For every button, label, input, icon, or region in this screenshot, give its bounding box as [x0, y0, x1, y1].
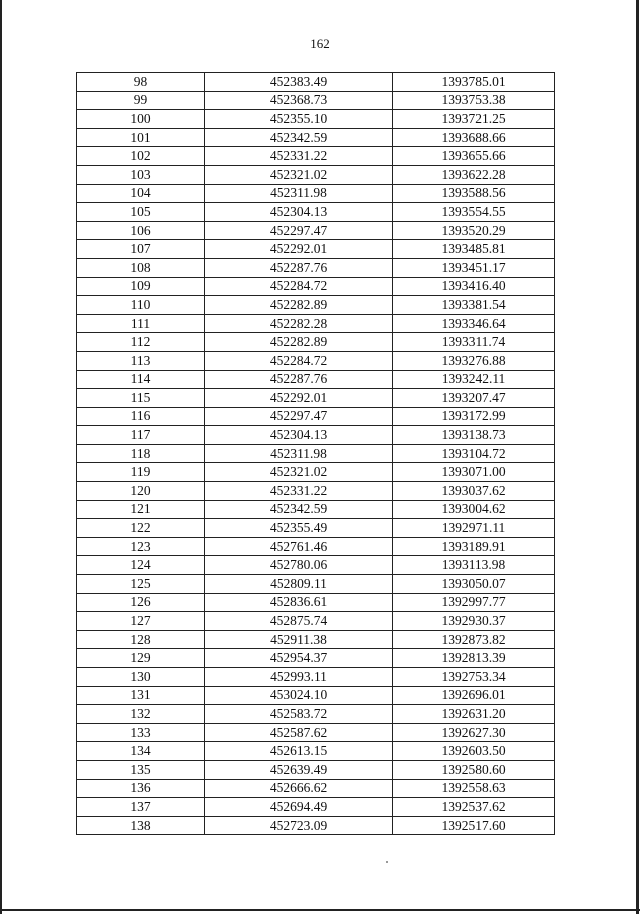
x-coordinate-cell: 452287.76	[205, 258, 393, 277]
point-number-cell: 106	[77, 221, 205, 240]
point-number-cell: 100	[77, 110, 205, 129]
table-row	[77, 407, 555, 426]
point-number-cell: 109	[77, 277, 205, 296]
y-coordinate-cell: 1393104.72	[393, 444, 555, 463]
y-coordinate-cell: 1393346.64	[393, 314, 555, 333]
x-coordinate-cell: 452297.47	[205, 407, 393, 426]
table-row	[77, 593, 555, 612]
x-coordinate-cell: 452304.13	[205, 203, 393, 222]
table-row	[77, 128, 555, 147]
point-number-cell: 110	[77, 296, 205, 315]
y-coordinate-cell: 1393451.17	[393, 258, 555, 277]
x-coordinate-cell: 452723.09	[205, 816, 393, 835]
y-coordinate-cell: 1393311.74	[393, 333, 555, 352]
point-number-cell: 99	[77, 91, 205, 110]
table-row	[77, 612, 555, 631]
y-coordinate-cell: 1393207.47	[393, 389, 555, 408]
point-number-cell: 108	[77, 258, 205, 277]
x-coordinate-cell: 452342.59	[205, 500, 393, 519]
x-coordinate-cell: 452282.89	[205, 296, 393, 315]
x-coordinate-cell: 452321.02	[205, 463, 393, 482]
x-coordinate-cell: 452587.62	[205, 723, 393, 742]
table-row	[77, 649, 555, 668]
scan-border-bottom	[0, 909, 640, 911]
x-coordinate-cell: 452292.01	[205, 389, 393, 408]
x-coordinate-cell: 452583.72	[205, 705, 393, 724]
point-number-cell: 107	[77, 240, 205, 259]
y-coordinate-cell: 1392997.77	[393, 593, 555, 612]
x-coordinate-cell: 452321.02	[205, 165, 393, 184]
y-coordinate-cell: 1393172.99	[393, 407, 555, 426]
x-coordinate-cell: 452355.49	[205, 519, 393, 538]
point-number-cell: 128	[77, 630, 205, 649]
point-number-cell: 115	[77, 389, 205, 408]
table-row	[77, 91, 555, 110]
x-coordinate-cell: 452297.47	[205, 221, 393, 240]
x-coordinate-cell: 452954.37	[205, 649, 393, 668]
table-row	[77, 630, 555, 649]
table-row	[77, 147, 555, 166]
coordinates-table-body	[77, 73, 555, 835]
x-coordinate-cell: 452304.13	[205, 426, 393, 445]
x-coordinate-cell: 452282.89	[205, 333, 393, 352]
scan-speck	[386, 861, 388, 863]
x-coordinate-cell: 452836.61	[205, 593, 393, 612]
point-number-cell: 114	[77, 370, 205, 389]
table-row	[77, 798, 555, 817]
x-coordinate-cell: 452761.46	[205, 537, 393, 556]
x-coordinate-cell: 452284.72	[205, 277, 393, 296]
point-number-cell: 117	[77, 426, 205, 445]
y-coordinate-cell: 1392517.60	[393, 816, 555, 835]
x-coordinate-cell: 452311.98	[205, 444, 393, 463]
y-coordinate-cell: 1393381.54	[393, 296, 555, 315]
x-coordinate-cell: 452911.38	[205, 630, 393, 649]
point-number-cell: 121	[77, 500, 205, 519]
y-coordinate-cell: 1393721.25	[393, 110, 555, 129]
y-coordinate-cell: 1392627.30	[393, 723, 555, 742]
table-row	[77, 333, 555, 352]
x-coordinate-cell: 452355.10	[205, 110, 393, 129]
point-number-cell: 124	[77, 556, 205, 575]
y-coordinate-cell: 1392537.62	[393, 798, 555, 817]
y-coordinate-cell: 1392558.63	[393, 779, 555, 798]
table-row	[77, 203, 555, 222]
point-number-cell: 103	[77, 165, 205, 184]
table-row	[77, 500, 555, 519]
x-coordinate-cell: 452287.76	[205, 370, 393, 389]
x-coordinate-cell: 453024.10	[205, 686, 393, 705]
y-coordinate-cell: 1393520.29	[393, 221, 555, 240]
point-number-cell: 127	[77, 612, 205, 631]
table-row	[77, 184, 555, 203]
x-coordinate-cell: 452383.49	[205, 73, 393, 92]
x-coordinate-cell: 452311.98	[205, 184, 393, 203]
table-row	[77, 556, 555, 575]
table-row	[77, 519, 555, 538]
y-coordinate-cell: 1392580.60	[393, 760, 555, 779]
y-coordinate-cell: 1393113.98	[393, 556, 555, 575]
x-coordinate-cell: 452780.06	[205, 556, 393, 575]
point-number-cell: 104	[77, 184, 205, 203]
table-row	[77, 258, 555, 277]
y-coordinate-cell: 1393276.88	[393, 351, 555, 370]
point-number-cell: 135	[77, 760, 205, 779]
point-number-cell: 101	[77, 128, 205, 147]
point-number-cell: 105	[77, 203, 205, 222]
y-coordinate-cell: 1393554.55	[393, 203, 555, 222]
y-coordinate-cell: 1393785.01	[393, 73, 555, 92]
table-row	[77, 314, 555, 333]
x-coordinate-cell: 452282.28	[205, 314, 393, 333]
y-coordinate-cell: 1392873.82	[393, 630, 555, 649]
table-row	[77, 668, 555, 687]
table-row	[77, 705, 555, 724]
y-coordinate-cell: 1393050.07	[393, 575, 555, 594]
scan-border-right	[636, 0, 639, 914]
point-number-cell: 130	[77, 668, 205, 687]
table-row	[77, 537, 555, 556]
y-coordinate-cell: 1393189.91	[393, 537, 555, 556]
x-coordinate-cell: 452368.73	[205, 91, 393, 110]
table-row	[77, 351, 555, 370]
y-coordinate-cell: 1392603.50	[393, 742, 555, 761]
x-coordinate-cell: 452613.15	[205, 742, 393, 761]
table-row	[77, 463, 555, 482]
y-coordinate-cell: 1393416.40	[393, 277, 555, 296]
table-row	[77, 816, 555, 835]
point-number-cell: 129	[77, 649, 205, 668]
y-coordinate-cell: 1393622.28	[393, 165, 555, 184]
point-number-cell: 102	[77, 147, 205, 166]
table-row	[77, 575, 555, 594]
table-row	[77, 277, 555, 296]
x-coordinate-cell: 452875.74	[205, 612, 393, 631]
y-coordinate-cell: 1392813.39	[393, 649, 555, 668]
table-row	[77, 723, 555, 742]
x-coordinate-cell: 452342.59	[205, 128, 393, 147]
table-row	[77, 370, 555, 389]
point-number-cell: 137	[77, 798, 205, 817]
page-number: 162	[310, 36, 330, 51]
x-coordinate-cell: 452284.72	[205, 351, 393, 370]
y-coordinate-cell: 1392631.20	[393, 705, 555, 724]
point-number-cell: 131	[77, 686, 205, 705]
point-number-cell: 136	[77, 779, 205, 798]
y-coordinate-cell: 1393588.56	[393, 184, 555, 203]
point-number-cell: 123	[77, 537, 205, 556]
point-number-cell: 126	[77, 593, 205, 612]
y-coordinate-cell: 1392753.34	[393, 668, 555, 687]
table-row	[77, 73, 555, 92]
y-coordinate-cell: 1393688.66	[393, 128, 555, 147]
table-row	[77, 240, 555, 259]
y-coordinate-cell: 1393004.62	[393, 500, 555, 519]
y-coordinate-cell: 1393753.38	[393, 91, 555, 110]
table-row	[77, 742, 555, 761]
coordinates-table	[76, 72, 555, 835]
table-row	[77, 779, 555, 798]
x-coordinate-cell: 452993.11	[205, 668, 393, 687]
x-coordinate-cell: 452694.49	[205, 798, 393, 817]
point-number-cell: 119	[77, 463, 205, 482]
point-number-cell: 125	[77, 575, 205, 594]
x-coordinate-cell: 452331.22	[205, 147, 393, 166]
y-coordinate-cell: 1393037.62	[393, 482, 555, 501]
x-coordinate-cell: 452292.01	[205, 240, 393, 259]
table-row	[77, 221, 555, 240]
point-number-cell: 132	[77, 705, 205, 724]
table-row	[77, 165, 555, 184]
y-coordinate-cell: 1393485.81	[393, 240, 555, 259]
table-row	[77, 110, 555, 129]
point-number-cell: 116	[77, 407, 205, 426]
point-number-cell: 122	[77, 519, 205, 538]
table-row	[77, 760, 555, 779]
x-coordinate-cell: 452331.22	[205, 482, 393, 501]
y-coordinate-cell: 1393071.00	[393, 463, 555, 482]
point-number-cell: 134	[77, 742, 205, 761]
table-row	[77, 296, 555, 315]
table-row	[77, 426, 555, 445]
point-number-cell: 118	[77, 444, 205, 463]
y-coordinate-cell: 1392971.11	[393, 519, 555, 538]
table-row	[77, 444, 555, 463]
point-number-cell: 112	[77, 333, 205, 352]
table-row	[77, 389, 555, 408]
y-coordinate-cell: 1392696.01	[393, 686, 555, 705]
y-coordinate-cell: 1392930.37	[393, 612, 555, 631]
y-coordinate-cell: 1393242.11	[393, 370, 555, 389]
table-row	[77, 686, 555, 705]
table-row	[77, 482, 555, 501]
point-number-cell: 98	[77, 73, 205, 92]
x-coordinate-cell: 452639.49	[205, 760, 393, 779]
point-number-cell: 138	[77, 816, 205, 835]
point-number-cell: 113	[77, 351, 205, 370]
point-number-cell: 111	[77, 314, 205, 333]
point-number-cell: 120	[77, 482, 205, 501]
point-number-cell: 133	[77, 723, 205, 742]
x-coordinate-cell: 452809.11	[205, 575, 393, 594]
x-coordinate-cell: 452666.62	[205, 779, 393, 798]
scan-border-left	[0, 0, 2, 914]
y-coordinate-cell: 1393655.66	[393, 147, 555, 166]
y-coordinate-cell: 1393138.73	[393, 426, 555, 445]
